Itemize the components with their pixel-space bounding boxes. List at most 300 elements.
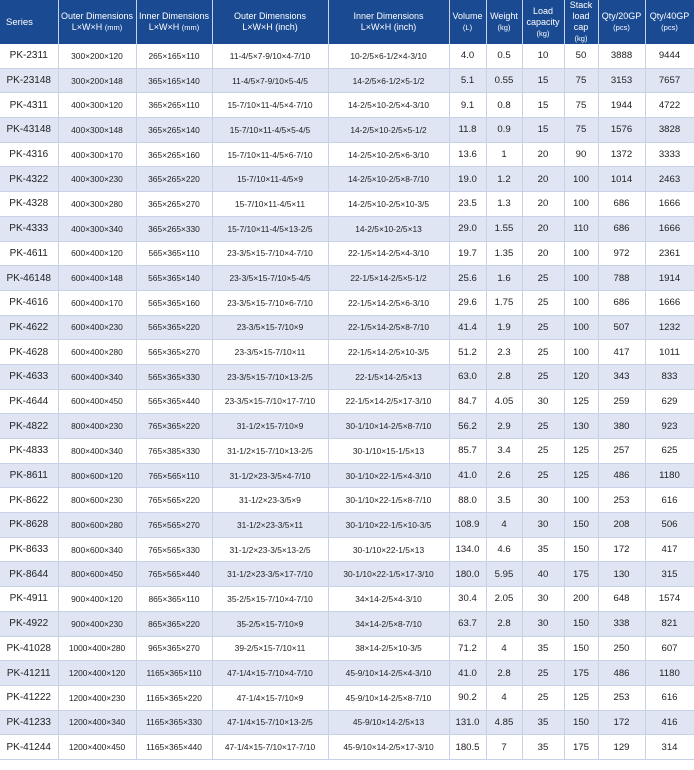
cell-outer-mm: 600×400×148: [58, 266, 136, 291]
cell-weight: 1.9: [486, 315, 522, 340]
cell-weight: 2.05: [486, 587, 522, 612]
cell-qty-40gp: 314: [645, 735, 694, 760]
cell-outer-mm: 400×300×340: [58, 216, 136, 241]
cell-inner-inch: 34×14-2/5×4-3/10: [328, 587, 449, 612]
cell-weight: 4: [486, 636, 522, 661]
cell-inner-mm: 865×365×110: [136, 587, 212, 612]
cell-outer-mm: 400×300×148: [58, 118, 136, 143]
table-row: [0, 192, 694, 217]
cell-outer-inch: 15-7/10×11-4/5×5-4/5: [212, 118, 328, 143]
cell-weight: 2.9: [486, 414, 522, 439]
cell-stack-load-cap: 125: [564, 389, 598, 414]
cell-qty-20gp: 250: [598, 636, 645, 661]
cell-qty-40gp: 1666: [645, 216, 694, 241]
cell-volume: 25.6: [449, 266, 486, 291]
cell-weight: 2.6: [486, 463, 522, 488]
cell-qty-40gp: 3828: [645, 118, 694, 143]
cell-volume: 41.4: [449, 315, 486, 340]
cell-volume: 90.2: [449, 685, 486, 710]
cell-weight: 3.5: [486, 488, 522, 513]
cell-stack-load-cap: 125: [564, 463, 598, 488]
cell-inner-mm: 765×565×440: [136, 562, 212, 587]
cell-qty-20gp: 686: [598, 192, 645, 217]
cell-inner-inch: 14-2/5×10-2/5×13: [328, 216, 449, 241]
cell-volume: 108.9: [449, 513, 486, 538]
cell-series: PK-8611: [0, 463, 58, 488]
cell-inner-mm: 765×365×220: [136, 414, 212, 439]
cell-outer-mm: 800×600×230: [58, 488, 136, 513]
header-load-capacity: Load capacity (kg): [522, 0, 564, 44]
cell-stack-load-cap: 100: [564, 266, 598, 291]
cell-series: PK-4833: [0, 439, 58, 464]
table-row: [0, 611, 694, 636]
cell-qty-20gp: 972: [598, 241, 645, 266]
cell-volume: 63.0: [449, 364, 486, 389]
cell-qty-40gp: 607: [645, 636, 694, 661]
cell-load-capacity: 35: [522, 735, 564, 760]
cell-series: PK-4616: [0, 290, 58, 315]
cell-inner-mm: 365×265×160: [136, 142, 212, 167]
header-row: [0, 0, 694, 44]
cell-stack-load-cap: 100: [564, 167, 598, 192]
table-row: [0, 537, 694, 562]
cell-load-capacity: 30: [522, 513, 564, 538]
cell-load-capacity: 25: [522, 439, 564, 464]
cell-qty-20gp: 380: [598, 414, 645, 439]
cell-outer-mm: 800×600×120: [58, 463, 136, 488]
cell-stack-load-cap: 175: [564, 661, 598, 686]
cell-series: PK-41233: [0, 710, 58, 735]
cell-series: PK-4311: [0, 93, 58, 118]
cell-series: PK-41244: [0, 735, 58, 760]
table-row: [0, 93, 694, 118]
cell-qty-40gp: 1914: [645, 266, 694, 291]
header-weight: Weight (kg): [486, 0, 522, 44]
table-row: [0, 661, 694, 686]
cell-outer-mm: 800×600×340: [58, 537, 136, 562]
cell-outer-mm: 800×600×280: [58, 513, 136, 538]
cell-inner-mm: 565×365×330: [136, 364, 212, 389]
cell-weight: 1.6: [486, 266, 522, 291]
cell-stack-load-cap: 50: [564, 44, 598, 68]
cell-load-capacity: 25: [522, 290, 564, 315]
cell-stack-load-cap: 100: [564, 192, 598, 217]
cell-qty-40gp: 9444: [645, 44, 694, 68]
cell-outer-inch: 23-3/5×15-7/10×4-7/10: [212, 241, 328, 266]
table-row: [0, 241, 694, 266]
cell-inner-inch: 45-9/10×14-2/5×13: [328, 710, 449, 735]
cell-load-capacity: 25: [522, 340, 564, 365]
cell-qty-40gp: 821: [645, 611, 694, 636]
cell-inner-mm: 965×365×270: [136, 636, 212, 661]
cell-qty-40gp: 1666: [645, 290, 694, 315]
cell-inner-mm: 765×565×330: [136, 537, 212, 562]
cell-load-capacity: 20: [522, 142, 564, 167]
cell-qty-20gp: 253: [598, 488, 645, 513]
cell-series: PK-8628: [0, 513, 58, 538]
cell-volume: 51.2: [449, 340, 486, 365]
cell-outer-inch: 31-1/2×23-3/5×17-7/10: [212, 562, 328, 587]
cell-load-capacity: 35: [522, 537, 564, 562]
cell-inner-mm: 565×365×270: [136, 340, 212, 365]
cell-outer-mm: 1200×400×120: [58, 661, 136, 686]
cell-stack-load-cap: 110: [564, 216, 598, 241]
cell-inner-mm: 765×565×110: [136, 463, 212, 488]
cell-series: PK-46148: [0, 266, 58, 291]
cell-inner-inch: 14-2/5×6-1/2×5-1/2: [328, 68, 449, 93]
cell-outer-inch: 23-3/5×15-7/10×6-7/10: [212, 290, 328, 315]
table-row: [0, 463, 694, 488]
cell-load-capacity: 15: [522, 68, 564, 93]
cell-load-capacity: 30: [522, 587, 564, 612]
cell-qty-20gp: 338: [598, 611, 645, 636]
cell-stack-load-cap: 150: [564, 537, 598, 562]
cell-outer-inch: 39-2/5×15-7/10×11: [212, 636, 328, 661]
cell-outer-inch: 47-1/4×15-7/10×9: [212, 685, 328, 710]
cell-outer-inch: 23-3/5×15-7/10×9: [212, 315, 328, 340]
cell-outer-inch: 23-3/5×15-7/10×17-7/10: [212, 389, 328, 414]
cell-inner-inch: 22-1/5×14-2/5×13: [328, 364, 449, 389]
cell-outer-mm: 300×200×148: [58, 68, 136, 93]
cell-outer-inch: 31-1/2×23-3/5×13-2/5: [212, 537, 328, 562]
table-row: [0, 364, 694, 389]
cell-load-capacity: 25: [522, 414, 564, 439]
cell-qty-40gp: 1232: [645, 315, 694, 340]
cell-weight: 0.55: [486, 68, 522, 93]
cell-series: PK-4822: [0, 414, 58, 439]
cell-load-capacity: 35: [522, 636, 564, 661]
cell-load-capacity: 20: [522, 167, 564, 192]
cell-load-capacity: 25: [522, 315, 564, 340]
cell-stack-load-cap: 125: [564, 685, 598, 710]
cell-inner-inch: 22-1/5×14-2/5×8-7/10: [328, 315, 449, 340]
cell-qty-40gp: 506: [645, 513, 694, 538]
cell-qty-20gp: 788: [598, 266, 645, 291]
cell-inner-inch: 14-2/5×10-2/5×5-1/2: [328, 118, 449, 143]
cell-load-capacity: 15: [522, 93, 564, 118]
cell-series: PK-2311: [0, 44, 58, 68]
cell-stack-load-cap: 175: [564, 562, 598, 587]
cell-inner-inch: 10-2/5×6-1/2×4-3/10: [328, 44, 449, 68]
table-row: [0, 685, 694, 710]
cell-load-capacity: 30: [522, 389, 564, 414]
cell-qty-20gp: 417: [598, 340, 645, 365]
cell-inner-inch: 14-2/5×10-2/5×10-3/5: [328, 192, 449, 217]
cell-weight: 4.85: [486, 710, 522, 735]
cell-outer-inch: 23-3/5×15-7/10×11: [212, 340, 328, 365]
header-inner-dimensions-mm: Inner Dimensions L×W×H (mm): [136, 0, 212, 44]
cell-qty-40gp: 417: [645, 537, 694, 562]
cell-qty-20gp: 257: [598, 439, 645, 464]
table-row: [0, 266, 694, 291]
cell-outer-mm: 400×300×230: [58, 167, 136, 192]
cell-qty-20gp: 1576: [598, 118, 645, 143]
cell-outer-mm: 600×400×280: [58, 340, 136, 365]
table-body: [0, 44, 694, 759]
cell-volume: 56.2: [449, 414, 486, 439]
cell-qty-20gp: 1944: [598, 93, 645, 118]
header-stack-load-cap: Stack load cap (kg): [564, 0, 598, 44]
cell-load-capacity: 10: [522, 44, 564, 68]
cell-weight: 1.35: [486, 241, 522, 266]
cell-load-capacity: 25: [522, 266, 564, 291]
cell-weight: 0.5: [486, 44, 522, 68]
cell-inner-mm: 1165×365×110: [136, 661, 212, 686]
cell-volume: 41.0: [449, 661, 486, 686]
cell-inner-inch: 14-2/5×10-2/5×6-3/10: [328, 142, 449, 167]
cell-outer-mm: 400×300×170: [58, 142, 136, 167]
header-outer-dimensions-mm: Outer Dimensions L×W×H (mm): [58, 0, 136, 44]
cell-outer-mm: 1200×400×340: [58, 710, 136, 735]
cell-inner-mm: 365×265×270: [136, 192, 212, 217]
cell-inner-inch: 45-9/10×14-2/5×4-3/10: [328, 661, 449, 686]
cell-inner-inch: 30-1/10×14-2/5×8-7/10: [328, 414, 449, 439]
cell-outer-inch: 11-4/5×7-9/10×4-7/10: [212, 44, 328, 68]
cell-inner-inch: 30-1/10×22-1/5×10-3/5: [328, 513, 449, 538]
cell-outer-mm: 600×400×170: [58, 290, 136, 315]
cell-inner-inch: 22-1/5×14-2/5×5-1/2: [328, 266, 449, 291]
table-row: [0, 167, 694, 192]
cell-inner-inch: 22-1/5×14-2/5×6-3/10: [328, 290, 449, 315]
table-row: [0, 142, 694, 167]
cell-qty-20gp: 130: [598, 562, 645, 587]
cell-qty-20gp: 129: [598, 735, 645, 760]
cell-outer-mm: 1200×400×450: [58, 735, 136, 760]
cell-inner-mm: 365×165×140: [136, 68, 212, 93]
cell-load-capacity: 40: [522, 562, 564, 587]
table-row: [0, 44, 694, 68]
cell-qty-20gp: 343: [598, 364, 645, 389]
table-row: [0, 710, 694, 735]
cell-outer-inch: 47-1/4×15-7/10×13-2/5: [212, 710, 328, 735]
cell-inner-inch: 38×14-2/5×10-3/5: [328, 636, 449, 661]
cell-inner-inch: 30-1/10×22-1/5×13: [328, 537, 449, 562]
cell-qty-40gp: 2463: [645, 167, 694, 192]
cell-qty-40gp: 3333: [645, 142, 694, 167]
header-series: Series: [0, 0, 58, 44]
cell-load-capacity: 20: [522, 192, 564, 217]
cell-stack-load-cap: 75: [564, 93, 598, 118]
cell-outer-mm: 900×400×230: [58, 611, 136, 636]
cell-volume: 180.0: [449, 562, 486, 587]
cell-inner-inch: 30-1/10×22-1/5×4-3/10: [328, 463, 449, 488]
table-row: [0, 290, 694, 315]
cell-qty-40gp: 1011: [645, 340, 694, 365]
cell-inner-mm: 1165×365×330: [136, 710, 212, 735]
cell-weight: 4: [486, 513, 522, 538]
cell-qty-40gp: 1180: [645, 463, 694, 488]
cell-load-capacity: 20: [522, 241, 564, 266]
cell-series: PK-4316: [0, 142, 58, 167]
cell-stack-load-cap: 150: [564, 513, 598, 538]
cell-series: PK-23148: [0, 68, 58, 93]
cell-qty-20gp: 3153: [598, 68, 645, 93]
table-row: [0, 315, 694, 340]
cell-outer-mm: 900×400×120: [58, 587, 136, 612]
cell-inner-inch: 22-1/5×14-2/5×17-3/10: [328, 389, 449, 414]
cell-outer-inch: 31-1/2×15-7/10×9: [212, 414, 328, 439]
cell-outer-inch: 31-1/2×23-3/5×4-7/10: [212, 463, 328, 488]
cell-inner-mm: 265×165×110: [136, 44, 212, 68]
table-row: [0, 636, 694, 661]
cell-weight: 0.8: [486, 93, 522, 118]
cell-inner-mm: 1165×365×220: [136, 685, 212, 710]
cell-inner-mm: 365×265×140: [136, 118, 212, 143]
cell-qty-20gp: 1014: [598, 167, 645, 192]
cell-inner-inch: 30-1/10×22-1/5×17-3/10: [328, 562, 449, 587]
cell-weight: 2.8: [486, 364, 522, 389]
cell-stack-load-cap: 100: [564, 488, 598, 513]
cell-volume: 131.0: [449, 710, 486, 735]
cell-inner-mm: 765×385×330: [136, 439, 212, 464]
cell-load-capacity: 30: [522, 488, 564, 513]
cell-volume: 84.7: [449, 389, 486, 414]
cell-outer-inch: 15-7/10×11-4/5×11: [212, 192, 328, 217]
cell-volume: 9.1: [449, 93, 486, 118]
cell-load-capacity: 25: [522, 661, 564, 686]
cell-qty-20gp: 648: [598, 587, 645, 612]
cell-inner-inch: 45-9/10×14-2/5×8-7/10: [328, 685, 449, 710]
cell-load-capacity: 30: [522, 611, 564, 636]
cell-inner-inch: 30-1/10×22-1/5×8-7/10: [328, 488, 449, 513]
cell-stack-load-cap: 90: [564, 142, 598, 167]
header-qty-20gp: Qty/20GP (pcs): [598, 0, 645, 44]
cell-series: PK-4922: [0, 611, 58, 636]
cell-stack-load-cap: 150: [564, 636, 598, 661]
cell-inner-mm: 565×365×140: [136, 266, 212, 291]
cell-inner-inch: 14-2/5×10-2/5×8-7/10: [328, 167, 449, 192]
cell-weight: 1.2: [486, 167, 522, 192]
cell-inner-mm: 365×265×220: [136, 167, 212, 192]
cell-volume: 13.6: [449, 142, 486, 167]
cell-outer-mm: 1200×400×230: [58, 685, 136, 710]
cell-inner-inch: 22-1/5×14-2/5×10-3/5: [328, 340, 449, 365]
cell-series: PK-4322: [0, 167, 58, 192]
cell-qty-20gp: 259: [598, 389, 645, 414]
cell-outer-inch: 47-1/4×15-7/10×4-7/10: [212, 661, 328, 686]
cell-outer-mm: 600×400×120: [58, 241, 136, 266]
cell-weight: 5.95: [486, 562, 522, 587]
cell-weight: 2.8: [486, 661, 522, 686]
table-row: [0, 439, 694, 464]
cell-volume: 4.0: [449, 44, 486, 68]
cell-volume: 5.1: [449, 68, 486, 93]
cell-volume: 134.0: [449, 537, 486, 562]
cell-volume: 30.4: [449, 587, 486, 612]
cell-weight: 3.4: [486, 439, 522, 464]
cell-weight: 0.9: [486, 118, 522, 143]
cell-stack-load-cap: 150: [564, 710, 598, 735]
cell-weight: 2.3: [486, 340, 522, 365]
cell-qty-40gp: 629: [645, 389, 694, 414]
cell-qty-40gp: 7657: [645, 68, 694, 93]
cell-weight: 4.05: [486, 389, 522, 414]
cell-inner-mm: 865×365×220: [136, 611, 212, 636]
cell-inner-mm: 765×565×220: [136, 488, 212, 513]
cell-qty-20gp: 3888: [598, 44, 645, 68]
cell-weight: 7: [486, 735, 522, 760]
cell-inner-inch: 34×14-2/5×8-7/10: [328, 611, 449, 636]
cell-outer-mm: 600×400×340: [58, 364, 136, 389]
cell-qty-20gp: 486: [598, 661, 645, 686]
cell-load-capacity: 25: [522, 463, 564, 488]
cell-outer-inch: 47-1/4×15-7/10×17-7/10: [212, 735, 328, 760]
cell-stack-load-cap: 75: [564, 118, 598, 143]
cell-inner-mm: 565×365×220: [136, 315, 212, 340]
cell-inner-mm: 565×365×110: [136, 241, 212, 266]
cell-qty-40gp: 1574: [645, 587, 694, 612]
cell-inner-mm: 565×365×160: [136, 290, 212, 315]
cell-outer-mm: 800×400×230: [58, 414, 136, 439]
cell-volume: 71.2: [449, 636, 486, 661]
cell-outer-mm: 800×400×340: [58, 439, 136, 464]
cell-inner-inch: 22-1/5×14-2/5×4-3/10: [328, 241, 449, 266]
cell-load-capacity: 25: [522, 364, 564, 389]
cell-volume: 11.8: [449, 118, 486, 143]
table-row: [0, 118, 694, 143]
cell-series: PK-4328: [0, 192, 58, 217]
cell-qty-20gp: 507: [598, 315, 645, 340]
header-volume: Volume (L): [449, 0, 486, 44]
cell-qty-20gp: 686: [598, 290, 645, 315]
table-row: [0, 587, 694, 612]
cell-qty-40gp: 625: [645, 439, 694, 464]
cell-inner-mm: 365×265×330: [136, 216, 212, 241]
cell-series: PK-4633: [0, 364, 58, 389]
cell-outer-inch: 15-7/10×11-4/5×13-2/5: [212, 216, 328, 241]
cell-stack-load-cap: 125: [564, 439, 598, 464]
cell-series: PK-41222: [0, 685, 58, 710]
cell-series: PK-41028: [0, 636, 58, 661]
cell-stack-load-cap: 150: [564, 611, 598, 636]
cell-outer-mm: 400×300×120: [58, 93, 136, 118]
cell-volume: 19.7: [449, 241, 486, 266]
header-outer-dimensions-inch: Outer Dimensions L×W×H (inch): [212, 0, 328, 44]
table-row: [0, 735, 694, 760]
cell-series: PK-41211: [0, 661, 58, 686]
cell-outer-inch: 35-2/5×15-7/10×9: [212, 611, 328, 636]
cell-qty-20gp: 1372: [598, 142, 645, 167]
cell-series: PK-43148: [0, 118, 58, 143]
cell-outer-mm: 400×300×280: [58, 192, 136, 217]
table-row: [0, 68, 694, 93]
table-header: [0, 0, 694, 44]
cell-outer-inch: 15-7/10×11-4/5×4-7/10: [212, 93, 328, 118]
cell-volume: 88.0: [449, 488, 486, 513]
cell-stack-load-cap: 100: [564, 241, 598, 266]
cell-load-capacity: 35: [522, 710, 564, 735]
cell-qty-40gp: 1666: [645, 192, 694, 217]
cell-inner-mm: 1165×365×440: [136, 735, 212, 760]
cell-qty-20gp: 172: [598, 537, 645, 562]
cell-stack-load-cap: 75: [564, 68, 598, 93]
cell-qty-40gp: 616: [645, 488, 694, 513]
cell-qty-20gp: 208: [598, 513, 645, 538]
table-row: [0, 488, 694, 513]
cell-qty-40gp: 833: [645, 364, 694, 389]
table-row: [0, 513, 694, 538]
cell-series: PK-4911: [0, 587, 58, 612]
cell-volume: 23.5: [449, 192, 486, 217]
cell-weight: 1.3: [486, 192, 522, 217]
cell-stack-load-cap: 120: [564, 364, 598, 389]
cell-series: PK-4333: [0, 216, 58, 241]
cell-series: PK-4611: [0, 241, 58, 266]
cell-outer-inch: 23-3/5×15-7/10×13-2/5: [212, 364, 328, 389]
cell-qty-40gp: 923: [645, 414, 694, 439]
cell-outer-mm: 300×200×120: [58, 44, 136, 68]
cell-weight: 1.55: [486, 216, 522, 241]
